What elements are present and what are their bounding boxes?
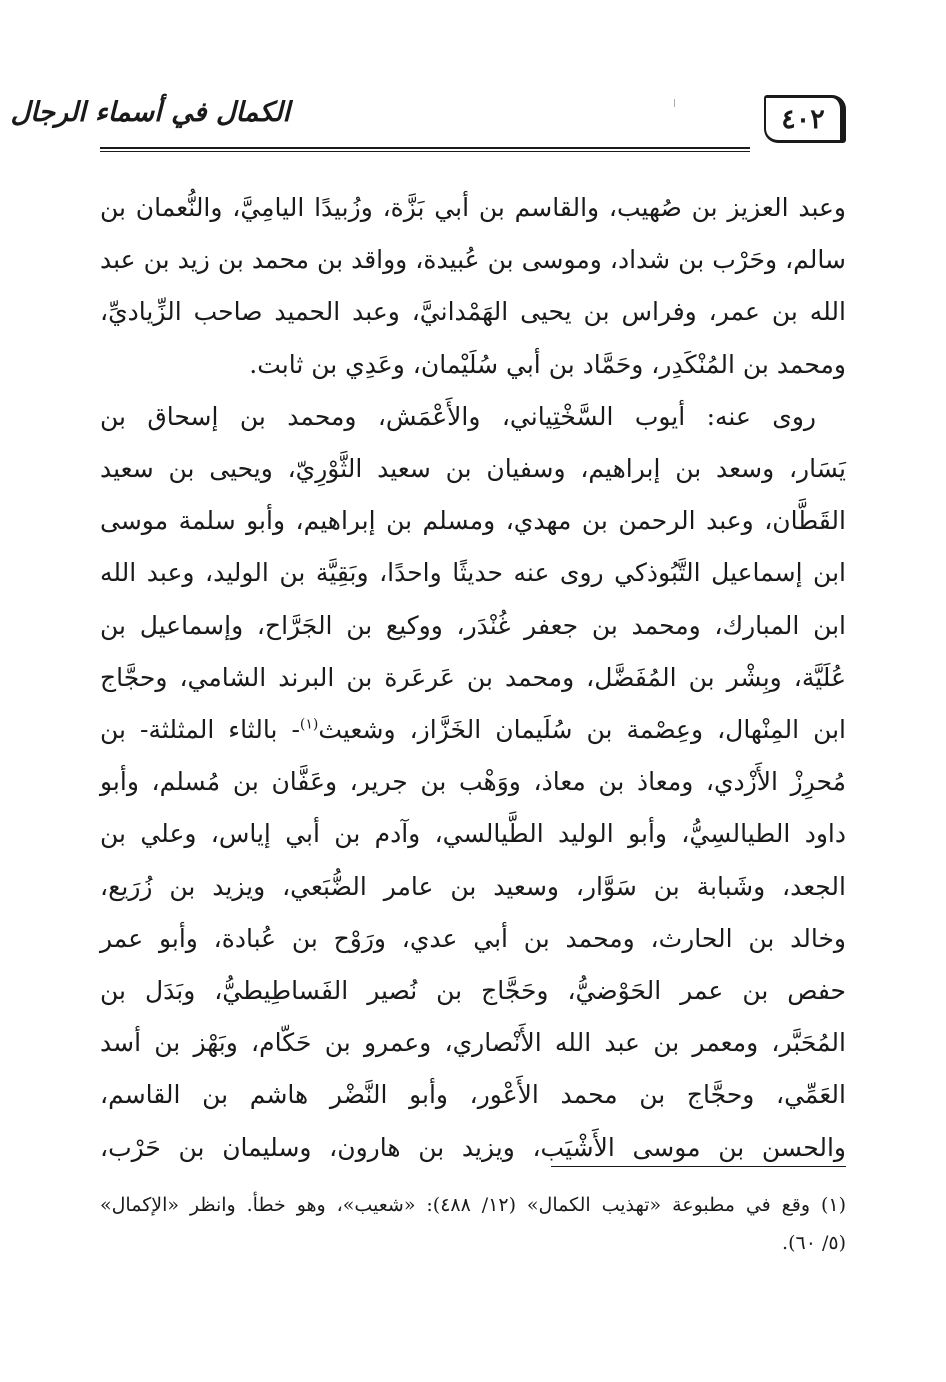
- text-line-with-footnote: [100, 704, 846, 756]
- footnote-line: (١) وقع في مطبوعة «تهذيب الكمال» (١٢/ ٤٨٨): «شعيب»، وهو خطأ. وانظر «الإكمال»: [100, 1194, 846, 1216]
- book-title: الكمال في أسماء الرجال: [10, 97, 290, 128]
- page-number-badge: [764, 95, 846, 143]
- page-header: [10, 95, 846, 155]
- footnote-reference[interactable]: (١): [299, 716, 319, 733]
- text-line: وخالد بن الحارث، ومحمد بن أبي عدي، ورَوْح بن عُبادة، وأبو عمر: [100, 923, 846, 953]
- header-rule: [100, 147, 750, 149]
- paragraph-teachers: [100, 182, 846, 391]
- header-mark: [674, 99, 675, 107]
- footnote-line: (٥/ ٦٠).: [782, 1232, 846, 1254]
- footnotes: [100, 1186, 846, 1262]
- text-segment: ابن المِنْهال، وعِصْمة بن سُلَيمان الخَزَّاز، وشعيث: [318, 715, 846, 745]
- text-line: ومحمد بن المُنْكَدِر، وحَمَّاد بن أبي سُلَيْمان، وعَدِي بن ثابت.: [249, 349, 846, 379]
- text-line: الله بن عمر، وفراس بن يحيى الهَمْدانيَّ، وعبد الحميد صاحب الزِّياديِّ،: [100, 297, 846, 327]
- header-rule-thin: [100, 151, 750, 152]
- text-line: وعبد العزيز بن صُهيب، والقاسم بن أبي بَزَّة، وزُبيدًا اليامِيَّ، والنُّعمان بن: [100, 193, 846, 222]
- text-line: ابن إسماعيل التَّبُوذكي روى عنه حديثًا واحدًا، وبَقِيَّة بن الوليد، وعبد الله: [100, 558, 846, 588]
- text-line: سالم، وحَرْب بن شداد، وموسى بن عُبيدة، وواقد بن محمد بن زيد بن عبد: [100, 245, 846, 275]
- text-line: حفص بن عمر الحَوْضيُّ، وحَجَّاج بن نُصير الفَساطِيطيُّ، وبَدَل بن: [100, 976, 846, 1006]
- text-segment: - بالثاء المثلثة- بن: [100, 715, 300, 745]
- main-text: [100, 182, 846, 1174]
- text-line: مُحرِزْ الأَزْدي، ومعاذ بن معاذ، ووَهْب بن جرير، وعَفَّان بن مُسلم، وأبو: [100, 767, 846, 797]
- text-line: والحسن بن موسى الأَشْيَب، ويزيد بن هارون، وسليمان بن حَرْب،: [100, 1132, 846, 1162]
- text-line: عُلَيَّة، وبِشْر بن المُفَضَّل، ومحمد بن عَرعَرة بن البرند الشامي، وحجَّاج: [100, 662, 846, 692]
- paragraph-narrators: [100, 391, 846, 1174]
- text-line: روى عنه: أيوب السَّخْتِياني، والأَعْمَش، ومحمد بن إسحاق بن: [100, 401, 816, 431]
- text-line: العَمِّي، وحجَّاج بن محمد الأَعْور، وأبو النَّضْر هاشم بن القاسم،: [100, 1080, 846, 1110]
- page-number: ٤٠٢: [781, 103, 825, 135]
- text-line: الجعد، وشَبابة بن سَوَّار، وسعيد بن عامر الضُّبَعي، ويزيد بن زُرَيع،: [100, 871, 846, 901]
- footnote-separator: [551, 1166, 846, 1167]
- text-line: يَسَار، وسعد بن إبراهيم، وسفيان بن سعيد الثَّوْرِيّ، ويحيى بن سعيد: [100, 454, 846, 484]
- text-line: داود الطيالسِيُّ، وأبو الوليد الطَّيالسي، وآدم بن أبي إياس، وعلي بن: [100, 819, 846, 849]
- text-line: القَطَّان، وعبد الرحمن بن مهدي، ومسلم بن إبراهيم، وأبو سلمة موسى: [100, 506, 846, 536]
- text-line: ابن المبارك، ومحمد بن جعفر غُنْدَر، ووكيع بن الجَرَّاح، وإسماعيل بن: [100, 610, 846, 640]
- text-line: المُحَبَّر، ومعمر بن عبد الله الأَنْصاري، وعمرو بن حَكّام، وبَهْز بن أسد: [100, 1028, 846, 1058]
